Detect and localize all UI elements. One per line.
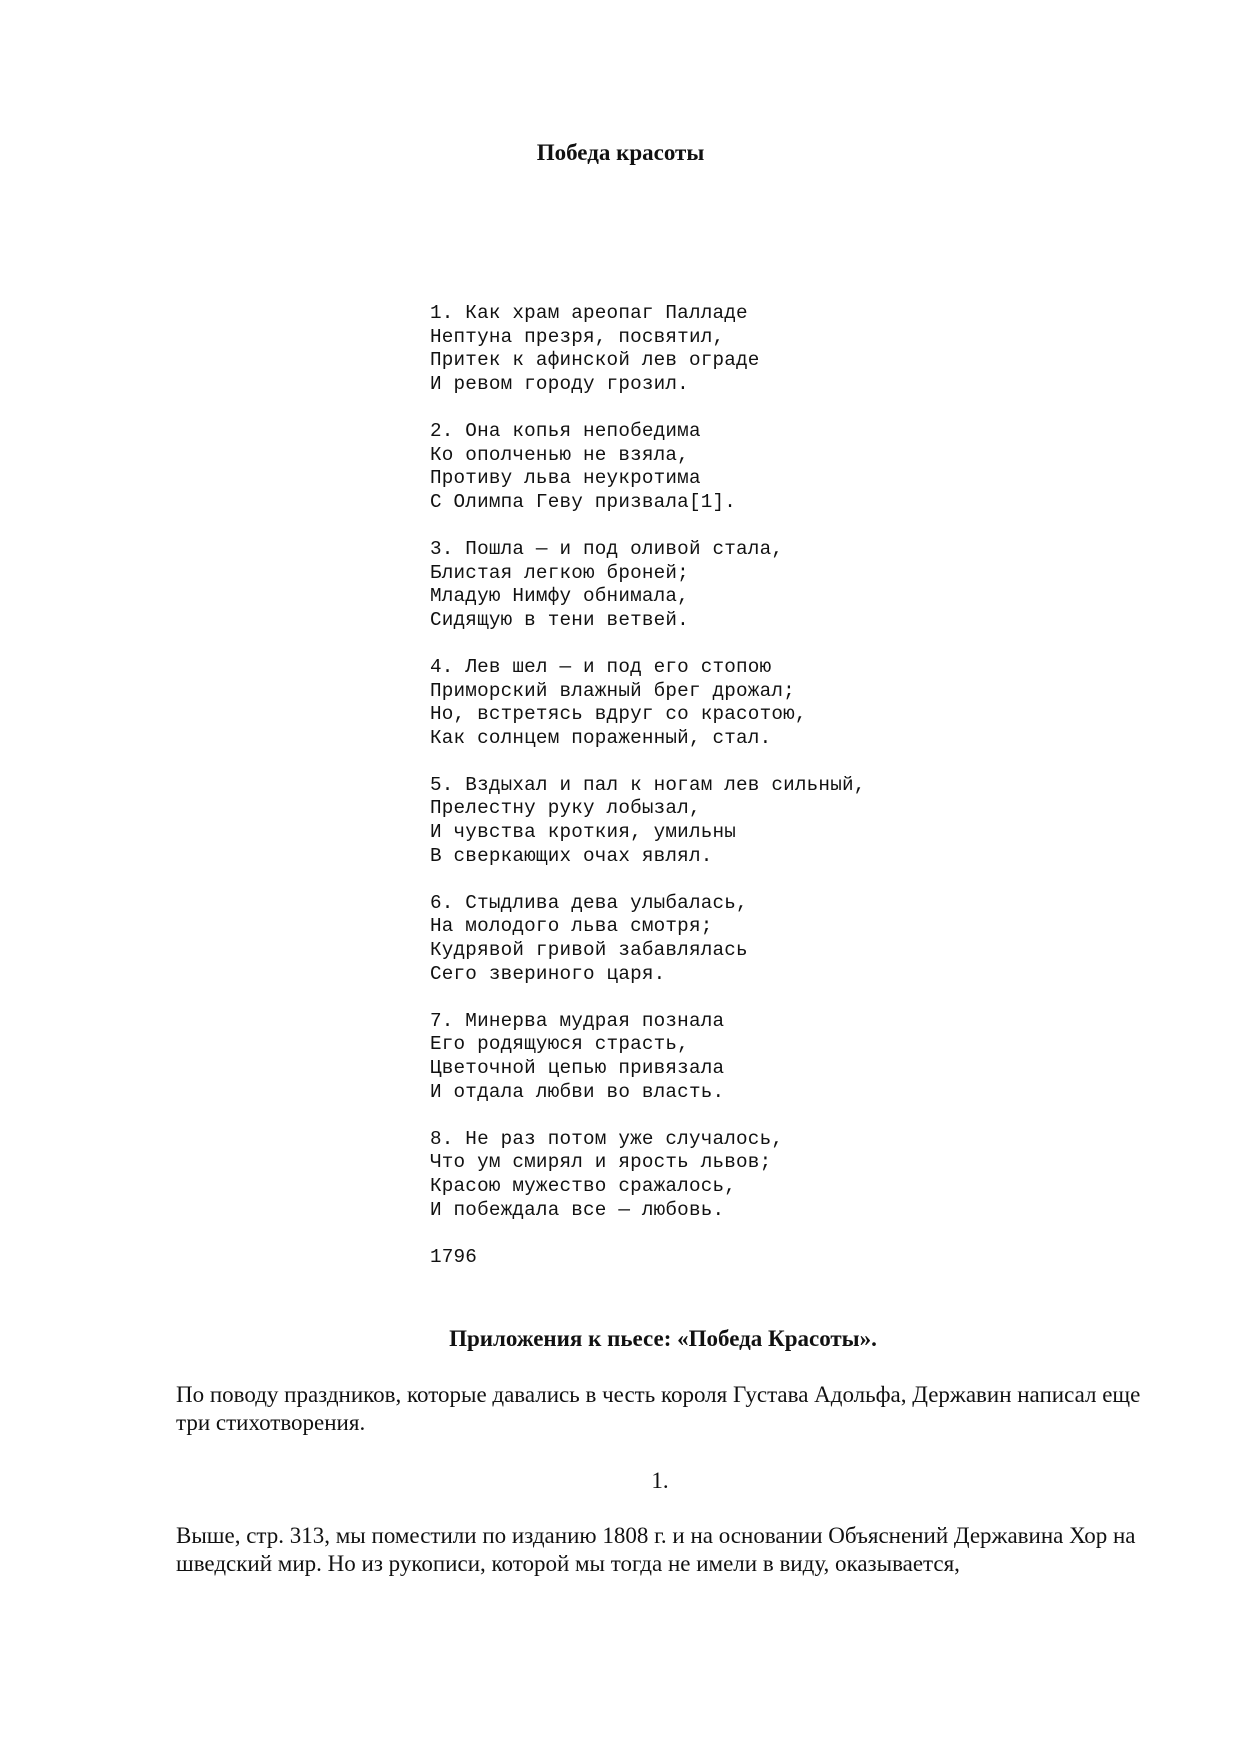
stanza-3 [430,538,990,632]
poem-line: В сверкающих очах являл. [430,844,713,867]
poem [430,302,990,1269]
appendix-paragraph-1: По поводу праздников, которые давались в честь короля Густава Адольфа, Державин написал еще три стихотворения. [176,1382,1141,1435]
appendix-title: Приложения к пьесе: «Победа Красоты». [449,1326,877,1351]
poem-line: 1. Как храм ареопаг Палладе [430,302,748,324]
poem-line: На молодого льва смотря; [430,915,713,938]
poem-line: 3. Пошла — и под оливой стала, [430,537,784,560]
poem-line: Сего звериного царя. [430,962,666,985]
poem-line: Что ум смирял и ярость львов; [430,1151,772,1174]
poem-line: Как солнцем пораженный, стал. [430,726,772,749]
poem-line: Цветочной цепью привязала [430,1057,725,1079]
stanza-4 [430,656,990,750]
poem-line: Но, встретясь вдруг со красотою, [430,703,807,726]
poem-line: 4. Лев шел — и под его стопою [430,655,772,678]
poem-line: Ко ополченью не взяла, [430,443,689,466]
poem-line: И отдала любви во власть. [430,1080,725,1103]
poem-line: С Олимпа Геву призвала[1]. [430,490,737,513]
poem-line: 5. Вздыхал и пал к ногам лев сильный, [430,773,866,796]
poem-line: Младую Нимфу обнимала, [430,585,689,608]
stanza-8 [430,1128,990,1222]
page-title: Победа красоты [536,140,705,165]
stanza-5 [430,774,990,868]
poem-line: 7. Минерва мудрая познала [430,1009,725,1032]
poem-line: Блистая легкою броней; [430,561,689,584]
poem-line: Нептуна презря, посвятил, [430,325,725,348]
poem-line: Красою мужество сражалось, [430,1174,737,1197]
stanza-7 [430,1010,990,1104]
section-number: 1. [651,1468,669,1493]
appendix-paragraph-2: Выше, стр. 313, мы поместили по изданию 1808 г. и на основании Объяснений Державина Хор на шведский мир. Но из рукописи, которой мы тогда не имели в виду, оказывается, [176,1523,1136,1576]
poem-year: 1796 [430,1245,478,1268]
poem-line: Противу льва неукротима [430,467,701,490]
poem-line: 6. Стыдлива дева улыбалась, [430,891,748,914]
stanza-6 [430,892,990,986]
stanza-2 [430,420,990,514]
poem-line: Его родящуюся страсть, [430,1033,689,1056]
poem-line: Приморский влажный брег дрожал; [430,679,795,702]
poem-line: И побеждала все — любовь. [430,1198,725,1221]
poem-line: И чувства кроткия, умильны [430,821,737,844]
poem-line: Прелестну руку лобызал, [430,797,701,820]
poem-line: 2. Она копья непобедима [430,419,701,442]
poem-line: Кудрявой гривой забавлялась [430,939,748,962]
poem-line: 8. Не раз потом уже случалось, [430,1127,784,1150]
stanza-1 [430,302,990,396]
poem-line: И ревом городу грозил. [430,372,689,395]
poem-line: Притек к афинской лев ограде [430,349,760,372]
poem-line: Сидящую в тени ветвей. [430,608,689,631]
